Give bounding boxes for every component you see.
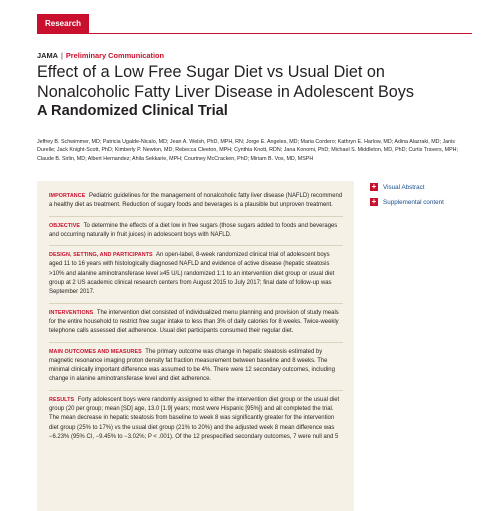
journal-name: JAMA xyxy=(37,51,58,60)
abstract-section-importance xyxy=(49,192,343,211)
abstract-divider xyxy=(49,390,343,391)
visual-abstract-link[interactable] xyxy=(370,183,444,191)
supplemental-content-link[interactable] xyxy=(370,198,444,206)
side-links xyxy=(370,183,444,213)
abstract-text: To determine the effects of a diet low in free sugars (those sugars added to foods and beverages and occurring naturally in fruit juices) in adolescent boys with NAFLD. xyxy=(49,222,338,238)
abstract-text: The primary outcome was change in hepatic steatosis estimated by magnetic resonance imaging proton density fat fraction measurement between baseline and 8 weeks. The minimal clinically important difference was assumed to be 4%. There were 12 secondary outcomes, including change in alanine aminotransferase level and diet adherence. xyxy=(49,348,335,383)
abstract-section-objective xyxy=(49,222,343,241)
plus-icon: + xyxy=(371,197,377,206)
abstract-label: DESIGN, SETTING, AND PARTICIPANTS xyxy=(49,252,153,259)
abstract-section-results xyxy=(49,396,343,442)
journal-line xyxy=(37,51,164,60)
abstract-label: MAIN OUTCOMES AND MEASURES xyxy=(49,348,142,355)
author-list: Jeffrey B. Schwimmer, MD; Patricia Ugalde-Nicalo, MD; Jean A. Welsh, PhD, MPH, RN; Jorge E. Angeles, MD; Maria Cordero; Kathryn E. Harlow, MD; Adina Alazraki, MD; Janis Durelle; Jack Knight-Scott, PhD; Kimberly P. Newton, MD; Rebecca Cleeton, MPH; Cynthia Knott, RDN; Jana Konomi, PhD; Michael S. Middleton, MD, PhD; Curtis Travers, MPH; Claude B. Sirlin, MD; Albert Hernandez; Ahila Sekkarie, MPH; Courtney McCracken, PhD; Miriam B. Vos, MD, MSPH xyxy=(37,139,459,162)
article-title: Effect of a Low Free Sugar Diet vs Usual Diet on Nonalcoholic Fatty Liver Disease in Adolescent Boys xyxy=(37,63,414,101)
abstract-section-interventions xyxy=(49,309,343,337)
abstract-divider xyxy=(49,216,343,217)
abstract-label: IMPORTANCE xyxy=(49,193,86,199)
abstract-label: RESULTS xyxy=(49,396,75,403)
abstract-section-outcomes xyxy=(49,348,343,385)
side-link-label: Visual Abstract xyxy=(383,183,425,191)
header-rule xyxy=(37,33,472,34)
abstract-divider xyxy=(49,342,343,343)
abstract-label: OBJECTIVE xyxy=(49,222,81,229)
abstract-text: An open-label, 8-week randomized clinical trial of adolescent boys aged 11 to 16 years with histologically diagnosed NAFLD and evidence of active disease (hepatic steatosis >10% and alanine aminotransferase level ≥45 U/L) randomized 1:1 to an intervention diet group or usual diet group at 2 US academic clinical research centers from August 2015 to July 2017; final date of follow-up was September 2017. xyxy=(49,252,335,296)
article-type: Preliminary Communication xyxy=(65,51,165,60)
article-subtitle: A Randomized Clinical Trial xyxy=(37,103,228,119)
abstract-label: INTERVENTIONS xyxy=(49,309,94,316)
abstract-divider xyxy=(49,245,343,246)
abstract-text: Pediatric guidelines for the management of nonalcoholic fatty liver disease (NAFLD) recommend a healthy diet as treatment. Reduction of sugary foods and beverages is a plausible but unproven treatment. xyxy=(49,193,343,209)
abstract-text: Forty adolescent boys were randomly assigned to either the intervention diet group or the usual diet group (20 per group; mean [SD] age, 13.0 [1.9] years; most were Hispanic [95%]) and all completed the trial. The mean decrease in hepatic steatosis from baseline to week 8 was significantly greater for the intervention diet group (25% to 17%) vs the usual diet group (21% to 20%) and the adjusted week 8 mean difference was −6.23% (95% CI, −9.45% to −3.02%; P < .001). Of the 12 prespecified secondary outcomes, 7 were null and 5 xyxy=(49,396,340,440)
abstract-section-design xyxy=(49,251,343,297)
plus-icon: + xyxy=(371,182,377,191)
journal-separator: | xyxy=(60,51,63,60)
side-link-label: Supplemental content xyxy=(383,198,444,206)
abstract-divider xyxy=(49,303,343,304)
abstract-box xyxy=(37,181,354,511)
abstract-text: The intervention diet consisted of individualized menu planning and provision of study meals for the entire household to restrict free sugar intake to less than 3% of daily calories for 8 weeks. Twice-weekly telephone calls assessed diet adherence. Usual diet participants consumed their regular diet. xyxy=(49,309,339,335)
section-tab-research: Research xyxy=(37,14,89,33)
